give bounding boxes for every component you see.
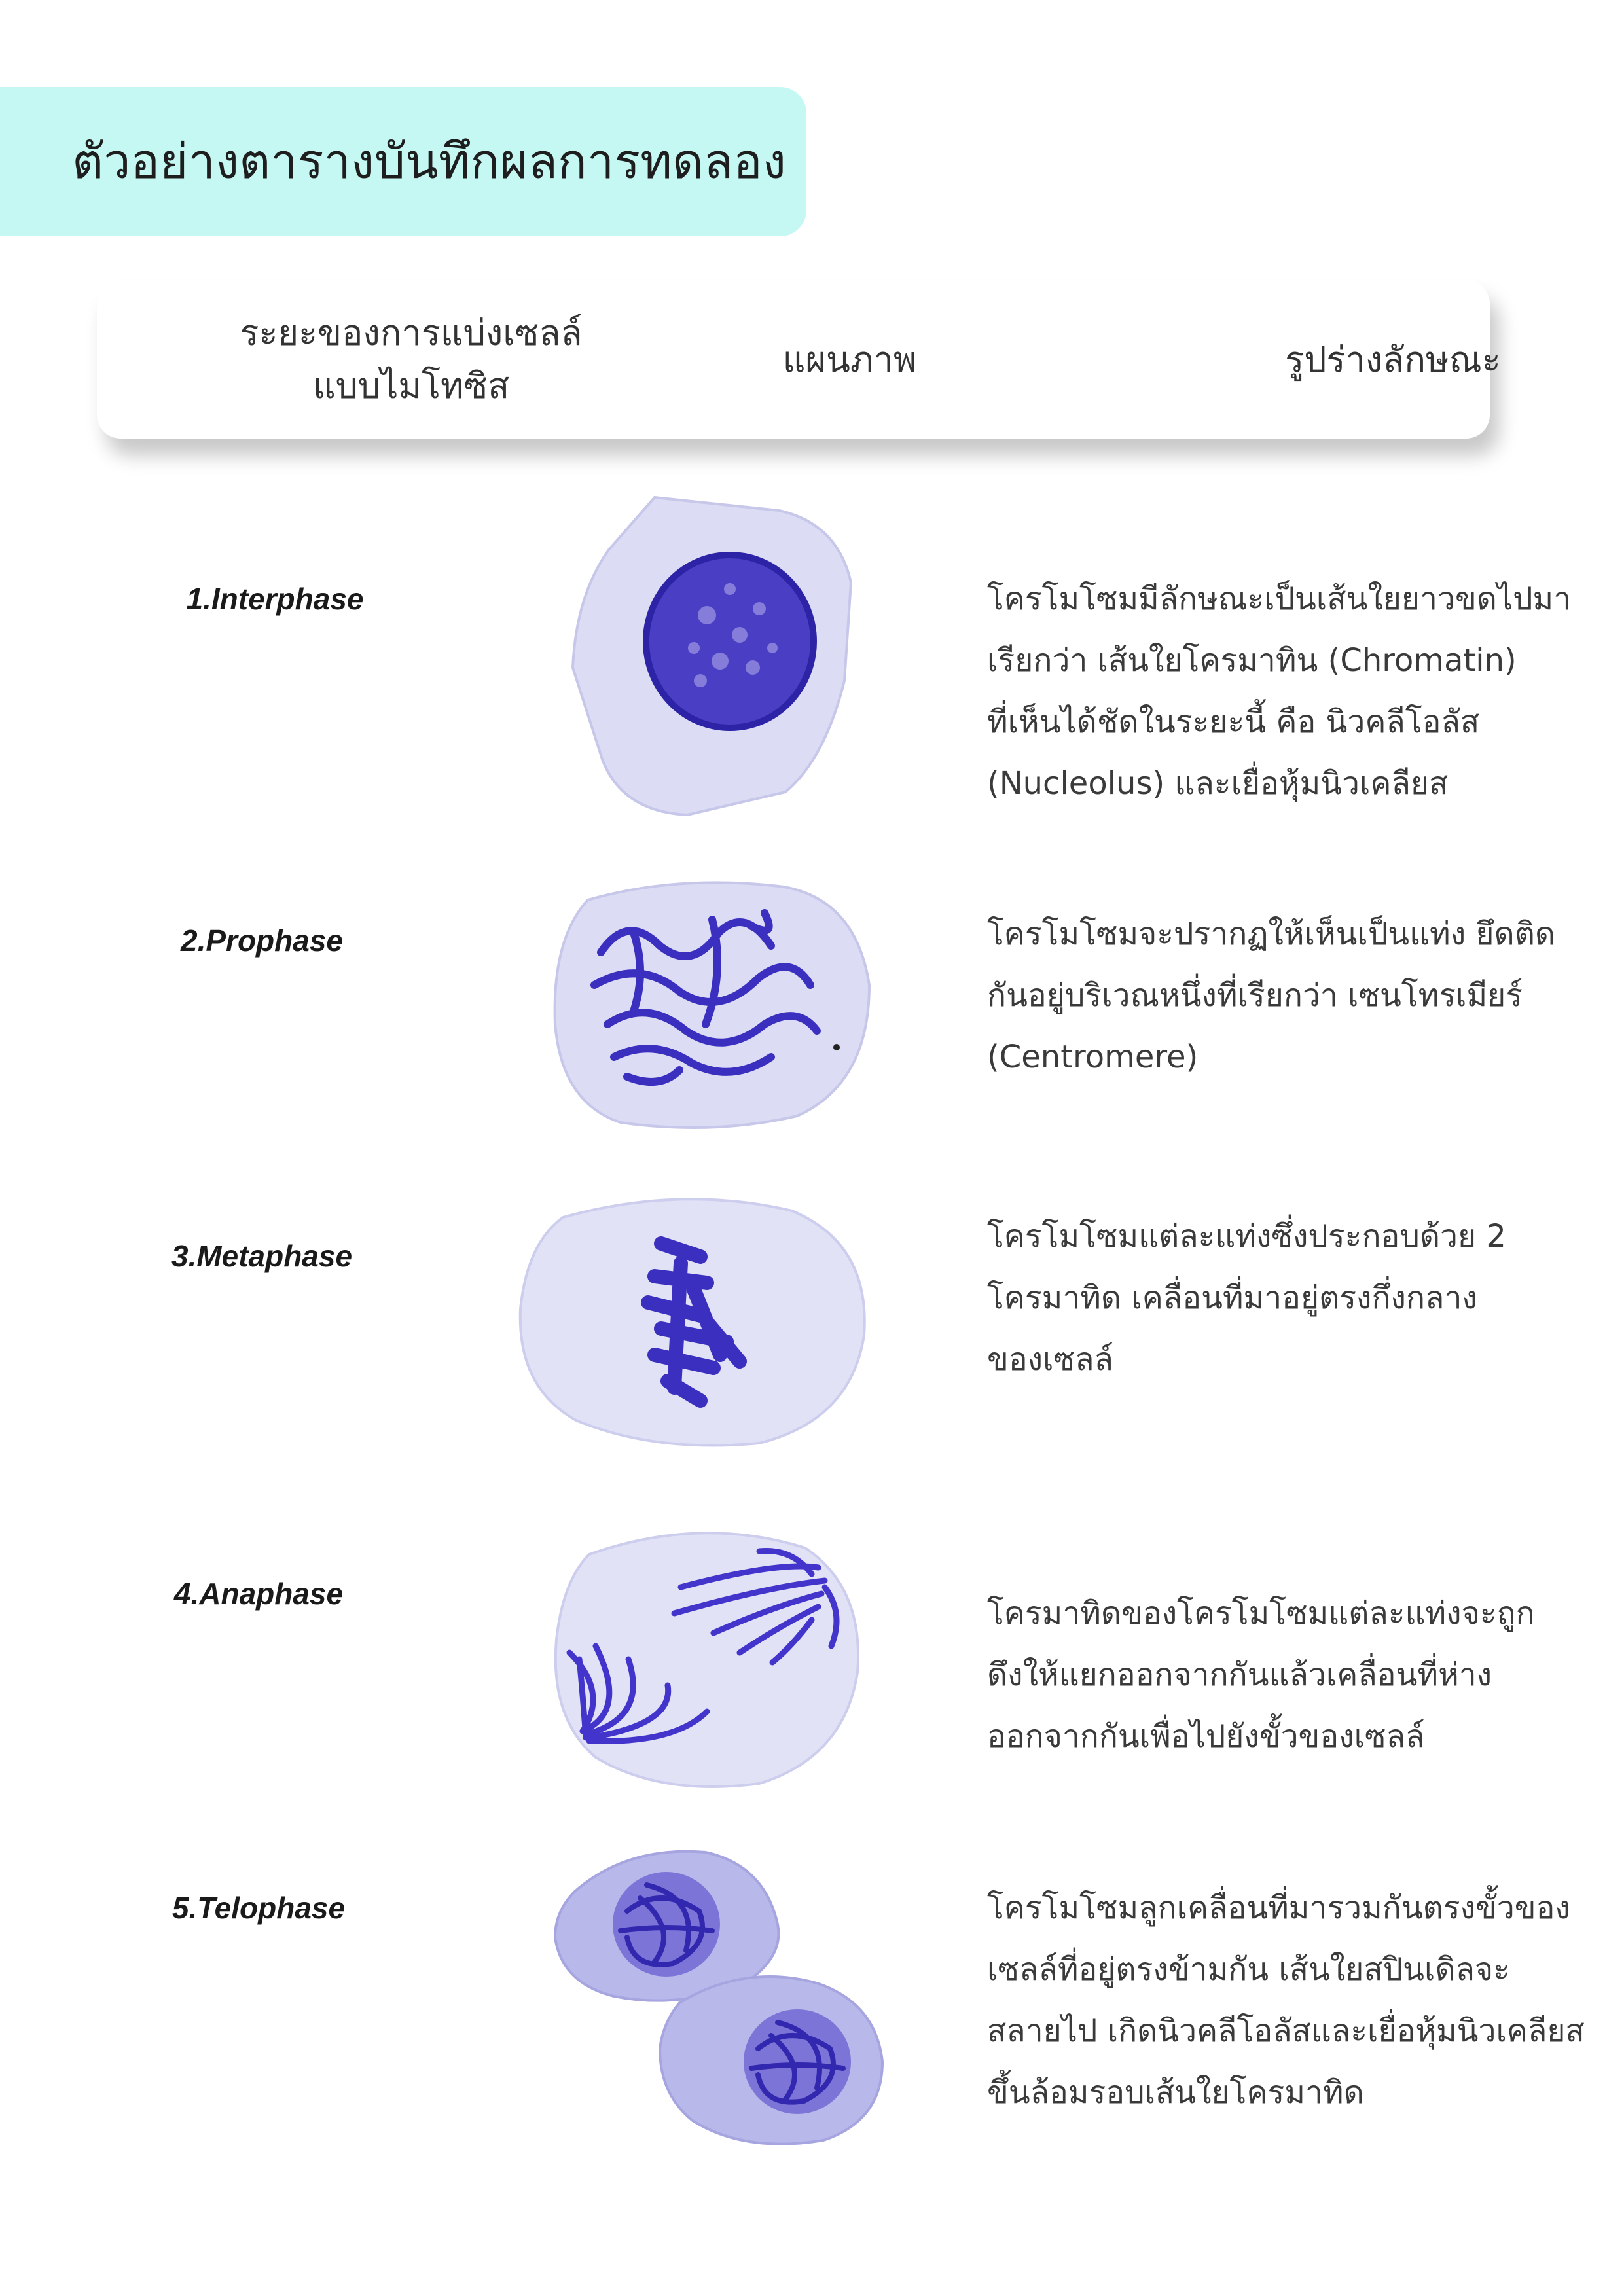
- description-line: เรียกว่า เส้นใยโครมาทิน (Chromatin): [987, 642, 1517, 679]
- phase-name-telophase: 5.Telophase: [171, 1891, 346, 1925]
- description-line: โครโมโซมแต่ละแท่งซึ่งประกอบด้วย 2: [987, 1218, 1506, 1255]
- description-line: โครโมโซมมีลักษณะเป็นเส้นใยยาวขดไปมา: [987, 581, 1572, 617]
- metaphase-cell-image: [511, 1191, 877, 1453]
- header-phase-column: [123, 280, 699, 439]
- description-line: กันอยู่บริเวณหนึ่งที่เรียกว่า เซนโทรเมียร์: [987, 977, 1523, 1014]
- description-metaphase: [987, 1206, 1530, 1390]
- page-title: ตัวอย่างตารางบันทึกผลการทดลอง: [72, 134, 786, 190]
- header-diagram-column: แผนภาพ: [782, 338, 917, 380]
- description-anaphase: [987, 1583, 1535, 1767]
- description-line: ที่เห็นได้ชัดในระยะนี้ คือ นิวคลีโอลัส: [987, 704, 1480, 740]
- description-telophase: [987, 1877, 1585, 2123]
- description-line: โครมาทิดของโครโมโซมแต่ละแท่งจะถูก: [987, 1595, 1535, 1632]
- phase-name-prophase: 2.Prophase: [181, 924, 343, 958]
- description-prophase: [987, 903, 1556, 1088]
- header-description-column: รูปร่างลักษณะ: [1285, 338, 1501, 380]
- anaphase-cell-image: [543, 1522, 871, 1797]
- description-line: โครโมโซมลูกเคลื่อนที่มารวมกันตรงขั้วของ: [987, 1890, 1570, 1926]
- phase-name-metaphase: 3.Metaphase: [171, 1239, 353, 1273]
- prophase-cell-image: [549, 874, 876, 1136]
- description-line: โครโมโซมจะปรากฏให้เห็นเป็นแท่ง ยึดติด: [987, 916, 1556, 952]
- description-line: (Nucleolus) และเยื่อหุ้มนิวเคลียส: [987, 765, 1449, 802]
- description-line: โครมาทิด เคลื่อนที่มาอยู่ตรงกึ่งกลาง: [987, 1280, 1477, 1316]
- description-line: เซลล์ที่อยู่ตรงข้ามกัน เส้นใยสปินเดิลจะ: [987, 1951, 1510, 1988]
- header-phase-line2: แบบไมโทซิส: [312, 365, 510, 406]
- description-interphase: [987, 568, 1572, 814]
- table-header: [97, 280, 1501, 439]
- description-line: ของเซลล์: [987, 1341, 1113, 1378]
- description-line: (Centromere): [987, 1039, 1199, 1075]
- header-phase-line1: ระยะของการแบ่งเซลล์: [240, 312, 583, 353]
- title-banner: [0, 87, 806, 236]
- description-line: ขึ้นล้อมรอบเส้นใยโครมาทิด: [987, 2074, 1364, 2111]
- description-line: ออกจากกันเพื่อไปยังขั้วของเซลล์: [987, 1718, 1425, 1755]
- phase-name-anaphase: 4.Anaphase: [173, 1577, 344, 1611]
- description-line: ดึงให้แยกออกจากกันแล้วเคลื่อนที่ห่าง: [987, 1657, 1492, 1693]
- phase-name-interphase: 1.Interphase: [186, 582, 364, 616]
- telophase-cell-image: [549, 1839, 889, 2147]
- interphase-cell-image: [563, 484, 864, 825]
- description-line: สลายไป เกิดนิวคลีโอลัสและเยื่อหุ้มนิวเคลียส: [987, 2013, 1585, 2049]
